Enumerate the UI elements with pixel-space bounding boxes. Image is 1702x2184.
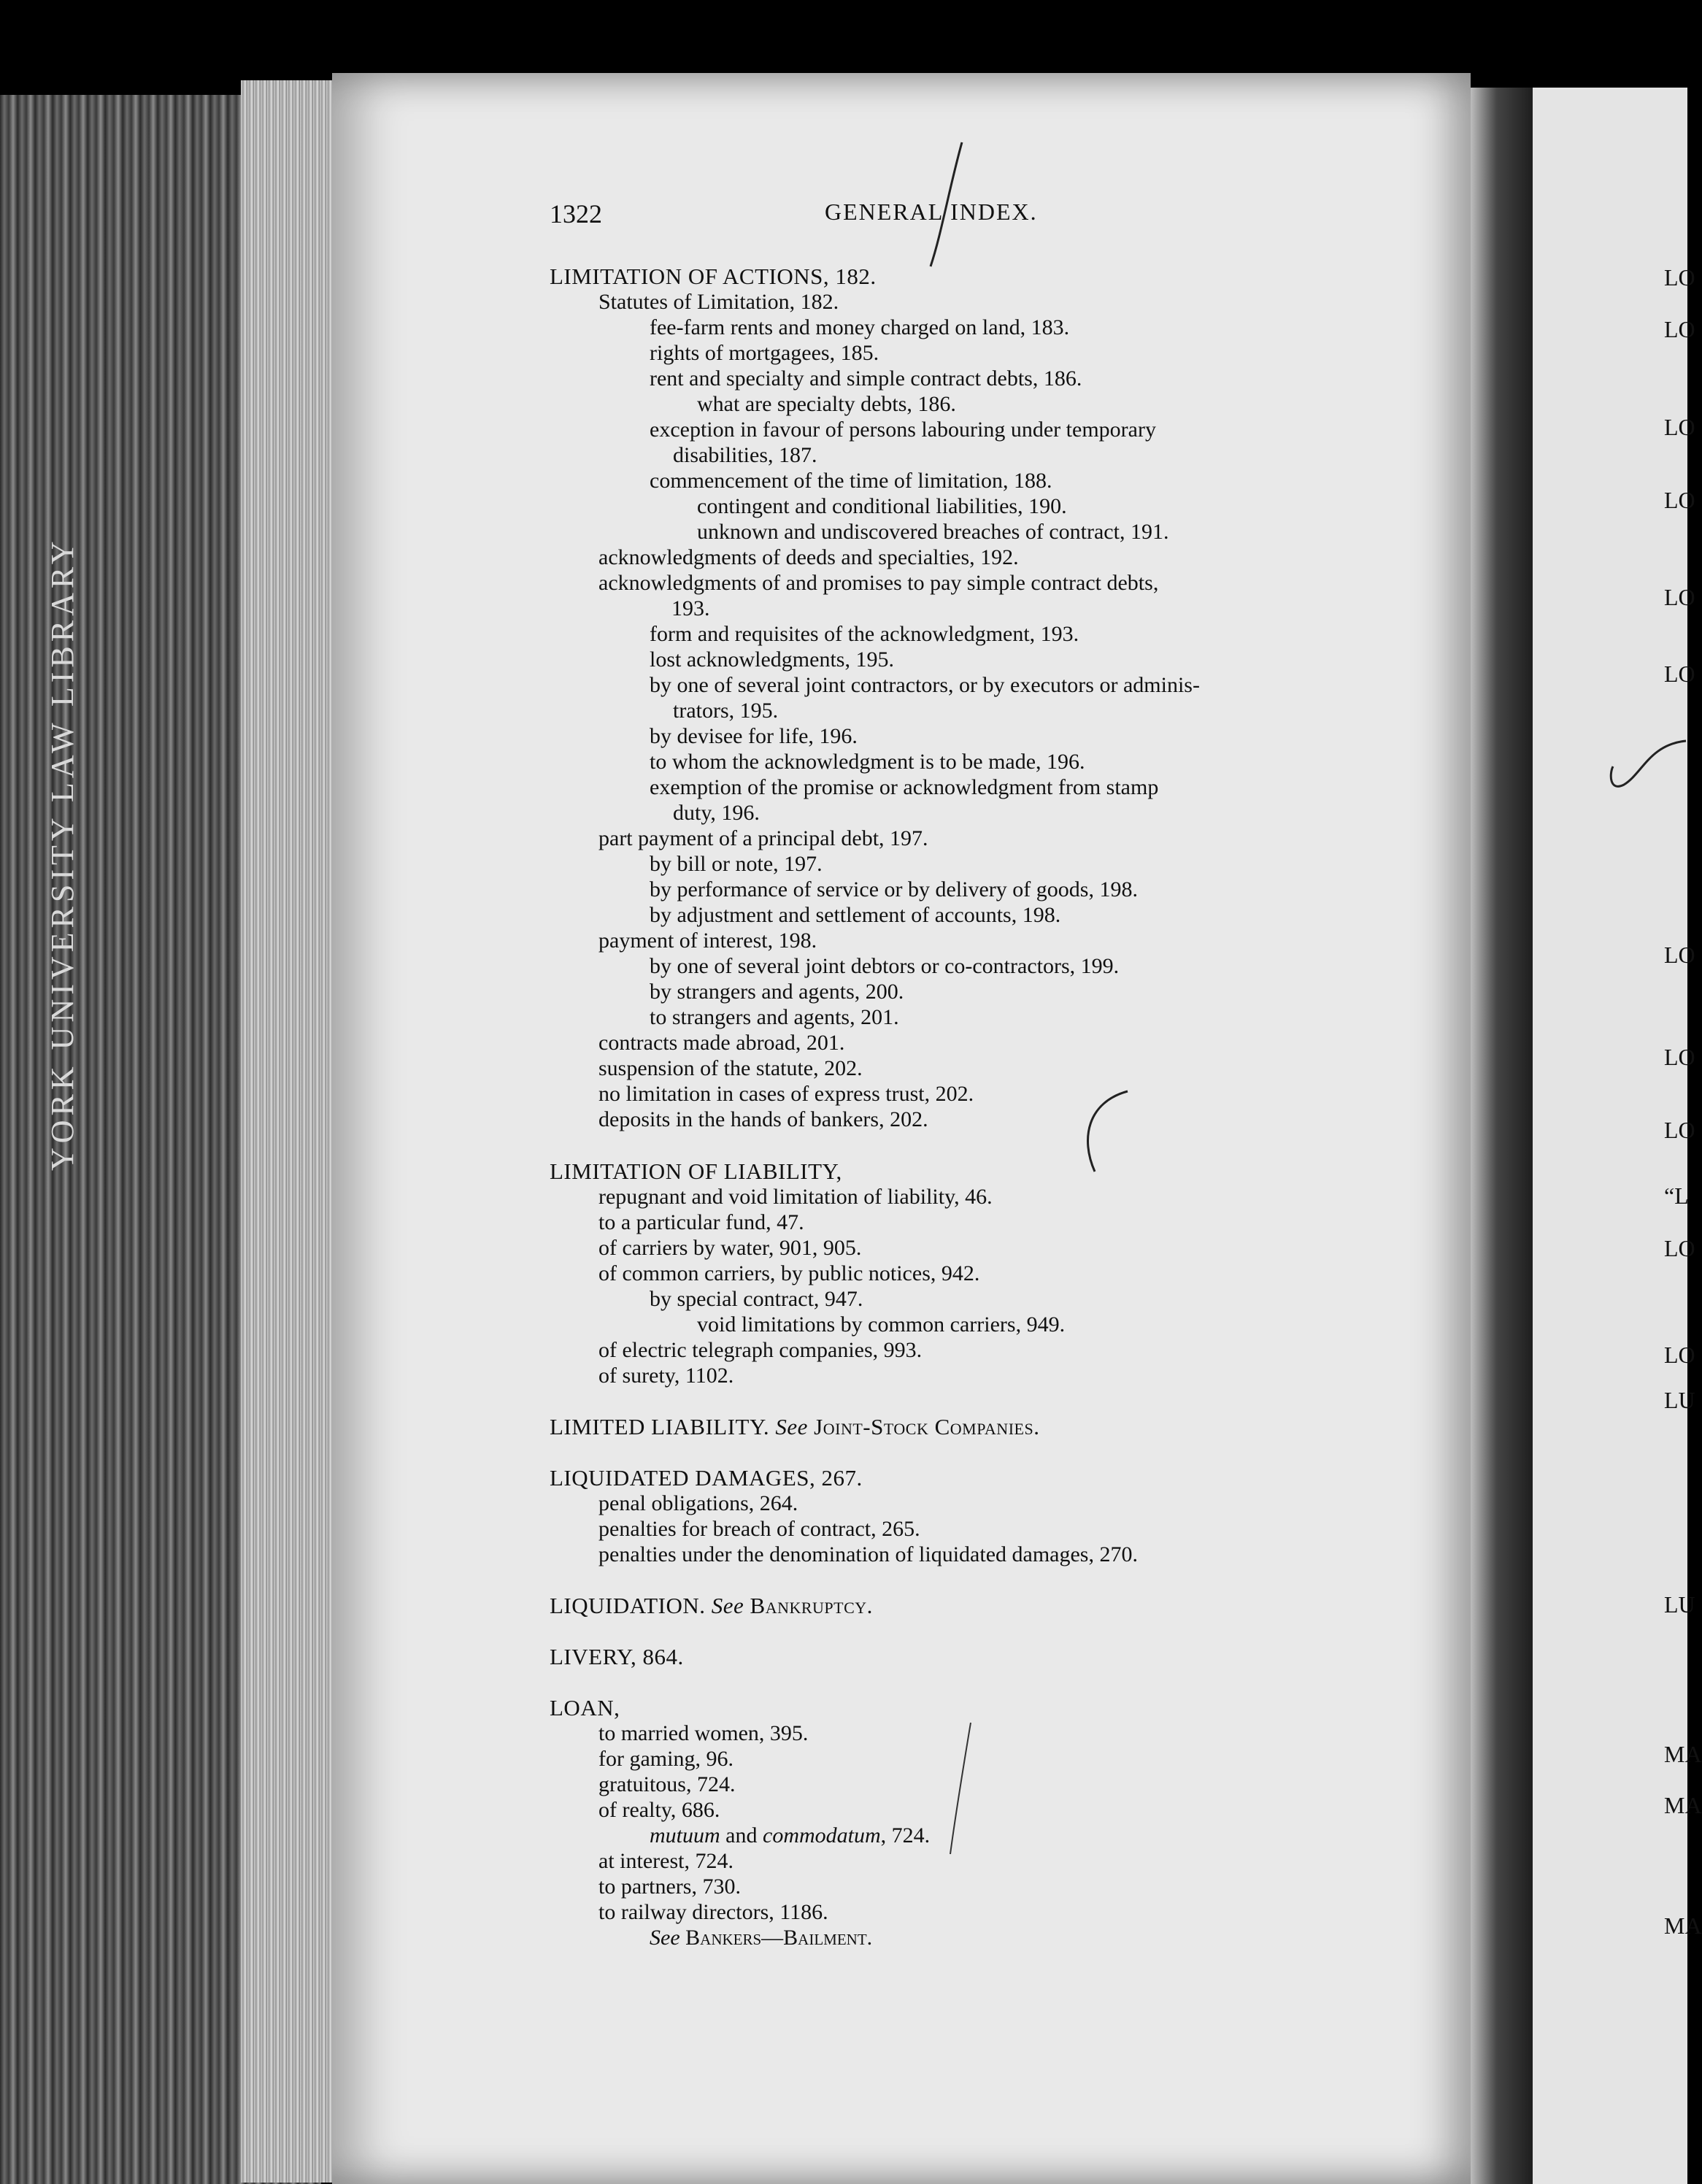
facing-page-fragment: LO	[1664, 1044, 1695, 1070]
index-subentry: commencement of the time of limitation, 188.	[650, 469, 1052, 493]
index-subentry: acknowledgments of deeds and specialties, 192.	[598, 545, 1019, 569]
index-heading: LIQUIDATED DAMAGES, 267.	[550, 1465, 863, 1491]
index-subentry: what are specialty debts, 186.	[697, 392, 956, 416]
facing-page-fragment: “L	[1664, 1183, 1689, 1209]
index-subentry	[650, 1926, 872, 1950]
index-heading: LIVERY, 864.	[550, 1644, 684, 1669]
index-subentry: suspension of the statute, 202.	[598, 1056, 863, 1080]
cross-reference: Joint-Stock Companies.	[814, 1414, 1040, 1439]
facing-page-fragment: LO	[1664, 414, 1695, 440]
index-subentry: penal obligations, 264.	[598, 1491, 798, 1515]
index-subentry: disabilities, 187.	[673, 443, 817, 467]
index-subentry: contracts made abroad, 201.	[598, 1031, 845, 1055]
index-subentry: rent and specialty and simple contract debts, 186.	[650, 366, 1082, 391]
index-subentry: to whom the acknowledgment is to be made, 196.	[650, 750, 1085, 774]
index-subentry: by one of several joint contractors, or by executors or adminis-	[650, 673, 1200, 697]
facing-page-fragment: MA	[1664, 1741, 1702, 1767]
index-heading: LIQUIDATION. See Bankruptcy.	[550, 1593, 873, 1618]
facing-page-fragment: LO	[1664, 1235, 1695, 1261]
index-subentry: by adjustment and settlement of accounts, 198.	[650, 903, 1061, 927]
index-heading: LIMITED LIABILITY. See Joint-Stock Companies.	[550, 1414, 1040, 1439]
index-subentry: of carriers by water, 901, 905.	[598, 1236, 862, 1260]
facing-page-fragment: LU	[1664, 1591, 1695, 1618]
page-edges	[241, 80, 336, 2183]
facing-page-fragment: LO	[1664, 1117, 1695, 1143]
index-subentry: by bill or note, 197.	[650, 852, 823, 876]
index-subentry: unknown and undiscovered breaches of contract, 191.	[697, 520, 1169, 544]
index-subentry: deposits in the hands of bankers, 202.	[598, 1107, 928, 1131]
page-number: 1322	[550, 199, 602, 228]
index-subentry: of realty, 686.	[598, 1798, 720, 1822]
index-subentry: exemption of the promise or acknowledgment from stamp	[650, 775, 1159, 799]
facing-page-fragment: LO	[1664, 316, 1695, 342]
facing-page-fragment: LO	[1664, 487, 1695, 513]
index-subentry: Statutes of Limitation, 182.	[598, 290, 839, 314]
index-subentry: void limitations by common carriers, 949.	[697, 1312, 1066, 1337]
index-subentry: of common carriers, by public notices, 942.	[598, 1261, 980, 1285]
index-subentry: mutuum and commodatum, 724.	[650, 1823, 931, 1847]
index-subentry: no limitation in cases of express trust, 202.	[598, 1082, 974, 1106]
facing-page-fragment: LO	[1664, 1342, 1695, 1368]
index-subentry: by one of several joint debtors or co-contractors, 199.	[650, 954, 1120, 978]
index-subentry: to a particular fund, 47.	[598, 1210, 804, 1234]
index-subentry: to strangers and agents, 201.	[650, 1005, 899, 1029]
index-subentry: duty, 196.	[673, 801, 760, 825]
index-subentry: for gaming, 96.	[598, 1747, 733, 1771]
index-subentry: form and requisites of the acknowledgment, 193.	[650, 622, 1079, 646]
index-subentry: by devisee for life, 196.	[650, 724, 858, 748]
index-subentry: fee-farm rents and money charged on land, 183.	[650, 315, 1070, 339]
cross-reference: Bankruptcy.	[750, 1593, 873, 1618]
index-heading: LIMITATION OF ACTIONS, 182.	[550, 264, 877, 289]
index-subentry: by strangers and agents, 200.	[650, 980, 904, 1004]
index-subentry: lost acknowledgments, 195.	[650, 647, 894, 672]
running-head: GENERAL INDEX.	[825, 199, 1038, 225]
index-heading: LIMITATION OF LIABILITY,	[550, 1158, 842, 1184]
see-label: See	[711, 1593, 750, 1618]
index-subentry: of electric telegraph companies, 993.	[598, 1338, 923, 1362]
facing-page-fragment: LU	[1664, 1387, 1695, 1413]
index-subentry: part payment of a principal debt, 197.	[598, 826, 928, 850]
index-subentry: to married women, 395.	[598, 1721, 809, 1745]
index-subentry: penalties under the denomination of liquidated damages, 270.	[598, 1542, 1138, 1566]
index-subentry: 193.	[671, 596, 710, 620]
facing-page-fragment: MA	[1664, 1792, 1702, 1818]
index-subentry: at interest, 724.	[598, 1849, 733, 1873]
see-label: See	[775, 1414, 815, 1439]
index-subentry: acknowledgments of and promises to pay simple contract debts,	[598, 571, 1159, 595]
facing-page-fragment: LO	[1664, 942, 1695, 968]
index-subentry: contingent and conditional liabilities, 190.	[697, 494, 1067, 518]
index-subentry: of surety, 1102.	[598, 1364, 734, 1388]
cross-reference: Bankers—Bailment.	[685, 1926, 873, 1950]
index-subentry: by special contract, 947.	[650, 1287, 863, 1311]
book-gutter	[1471, 88, 1536, 2184]
spine-label: YORK UNIVERSITY LAW LIBRARY	[45, 537, 80, 1172]
index-subentry: by performance of service or by delivery of goods, 198.	[650, 877, 1138, 901]
facing-page-fragment: MA	[1664, 1912, 1702, 1939]
index-subentry: to partners, 730.	[598, 1875, 741, 1899]
facing-page-fragment: LO	[1664, 584, 1695, 610]
facing-page-fragment: LO	[1664, 661, 1695, 687]
index-subentry: gratuitous, 724.	[598, 1772, 736, 1796]
index-subentry: repugnant and void limitation of liability, 46.	[598, 1185, 993, 1209]
index-subentry: rights of mortgagees, 185.	[650, 341, 879, 365]
facing-page-fragment: LO	[1664, 264, 1695, 291]
index-subentry: trators, 195.	[673, 699, 779, 723]
index-subentry: payment of interest, 198.	[598, 928, 817, 953]
see-label: See	[650, 1926, 686, 1950]
index-subentry: to railway directors, 1186.	[598, 1900, 828, 1924]
index-subentry: exception in favour of persons labouring under temporary	[650, 418, 1156, 442]
index-heading: LOAN,	[550, 1695, 620, 1720]
index-subentry: penalties for breach of contract, 265.	[598, 1517, 920, 1541]
